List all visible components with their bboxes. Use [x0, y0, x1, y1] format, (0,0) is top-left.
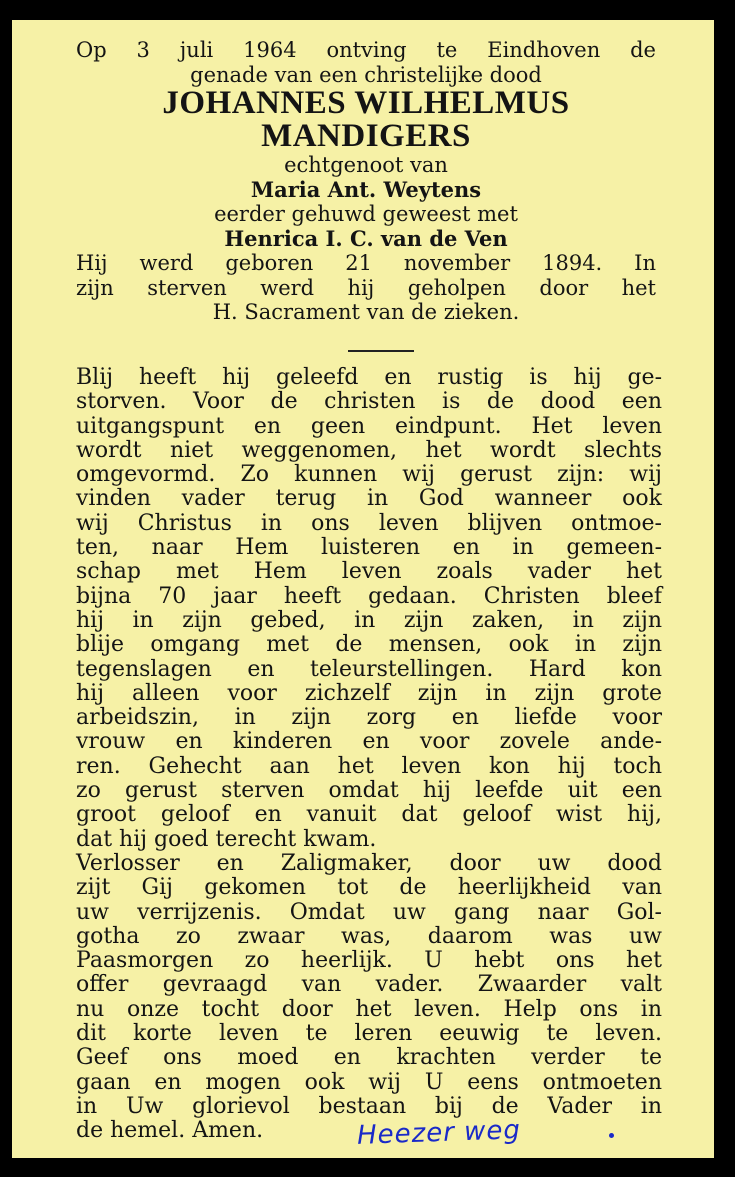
- body-line: dit korte leven te leren eeuwig te leven.: [76, 1021, 662, 1047]
- body-line: nu onze tocht door het leven. Help ons in: [76, 996, 662, 1022]
- body-line: offer gevraagd van vader. Zwaarder valt: [76, 972, 662, 998]
- body-line: vinden vader terug in God wanneer ook: [76, 486, 662, 512]
- body-line: wordt niet weggenomen, het wordt slechts: [76, 437, 662, 463]
- birth-line-3: H. Sacrament van de zieken.: [212, 300, 520, 324]
- body-line: zo gerust sterven omdat hij leefde uit een: [76, 778, 662, 804]
- handwritten-dot: [609, 1133, 614, 1138]
- memorial-card: [12, 20, 714, 1158]
- body-line: Geef ons moed en krachten verder te: [76, 1045, 662, 1071]
- body-line: ren. Gehecht aan het leven kon hij toch: [76, 753, 662, 779]
- body-line: arbeidszin, in zijn zorg en liefde voor: [76, 705, 662, 731]
- former-spouse-name: Henrica I. C. van de Ven: [224, 225, 508, 251]
- body-line: ten, naar Hem luisteren en in gemeen-: [76, 535, 662, 561]
- handwritten-note: Heezer weg: [356, 1115, 522, 1151]
- body-line: Paasmorgen zo heerlijk. U hebt ons het: [76, 948, 662, 974]
- spouse-name: Maria Ant. Weytens: [250, 176, 482, 202]
- meditation-text: [76, 366, 662, 1144]
- deceased-surname: MANDIGERS: [261, 118, 471, 154]
- body-line: zijt Gij gekomen tot de heerlijkheid van: [76, 875, 662, 901]
- body-line: schap met Hem leven zoals vader het: [76, 559, 662, 585]
- body-line: Verlosser en Zaligmaker, door uw dood: [76, 850, 662, 876]
- death-notice-line-2: genade van een christelijke dood: [190, 62, 542, 87]
- birth-line-2: zijn sterven werd hij geholpen door het: [76, 275, 656, 300]
- body-line: tegenslagen en teleurstellingen. Hard kon: [76, 656, 662, 682]
- body-line: dat hij goed terecht kwam.: [76, 826, 377, 852]
- former-spouse-intro: eerder gehuwd geweest met: [214, 202, 518, 226]
- deceased-first-names: JOHANNES WILHELMUS: [162, 85, 570, 121]
- body-line: Blij heeft hij geleefd en rustig is hij ge-: [76, 365, 662, 390]
- body-line: hij alleen voor zichzelf zijn in zijn grote: [76, 680, 662, 706]
- body-line: gotha zo zwaar was, daarom was uw: [76, 923, 662, 949]
- death-notice-line-1: Op 3 juli 1964 ontving te Eindhoven de: [76, 38, 656, 62]
- body-line: storven. Voor de christen is de dood een: [76, 389, 662, 415]
- divider-rule: [348, 350, 414, 352]
- card-header: [76, 38, 656, 325]
- spouse-intro: echtgenoot van: [284, 153, 448, 177]
- body-line: de hemel. Amen.: [76, 1118, 264, 1144]
- body-line: bijna 70 jaar heeft gedaan. Christen bleef: [76, 583, 662, 609]
- body-line: uw verrijzenis. Omdat uw gang naar Gol-: [76, 899, 662, 925]
- body-line: hij in zijn gebed, in zijn zaken, in zijn: [76, 607, 662, 633]
- body-line: uitgangspunt en geen eindpunt. Het leven: [76, 413, 662, 439]
- body-line: wij Christus in ons leven blijven ontmoe-: [76, 510, 662, 536]
- body-line: gaan en mogen ook wij U eens ontmoeten: [76, 1069, 662, 1095]
- body-line: vrouw en kinderen en voor zovele ande-: [76, 729, 662, 755]
- body-line: groot geloof en vanuit dat geloof wist hij,: [76, 802, 662, 828]
- body-line: blije omgang met de mensen, ook in zijn: [76, 632, 662, 658]
- body-line: in Uw glorievol bestaan bij de Vader in: [76, 1093, 662, 1119]
- body-line: omgevormd. Zo kunnen wij gerust zijn: wij: [76, 462, 662, 488]
- birth-line-1: Hij werd geboren 21 november 1894. In: [76, 251, 656, 275]
